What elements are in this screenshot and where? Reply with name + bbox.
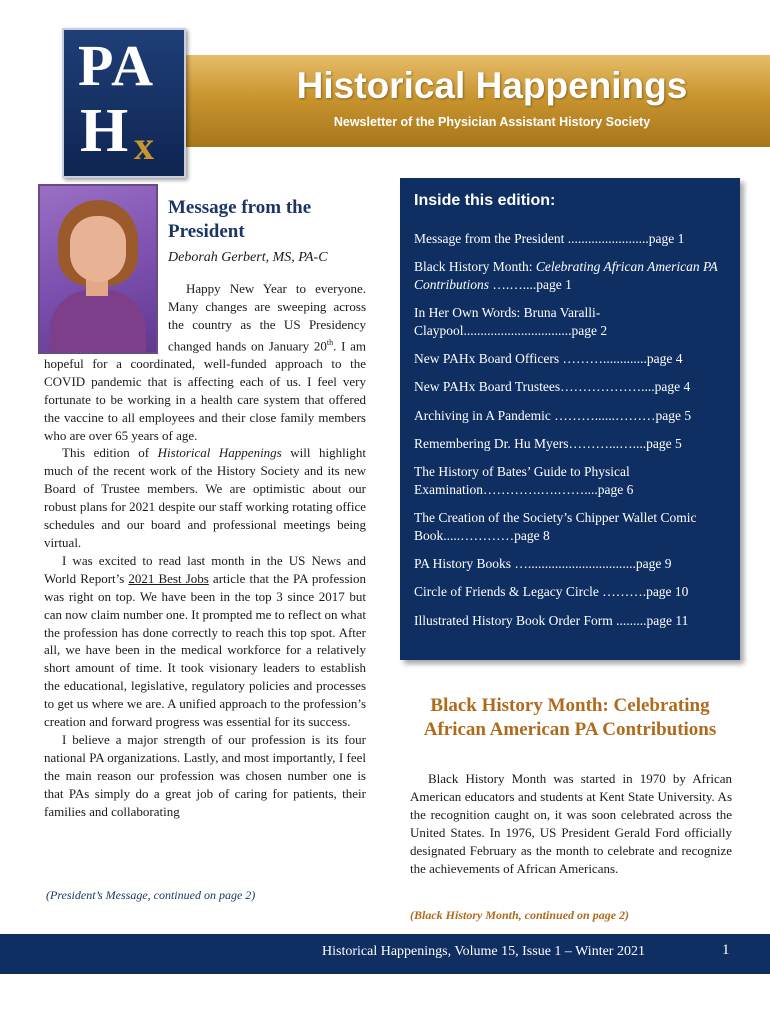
toc-item[interactable]: In Her Own Words: Bruna Varalli-Claypool................................page 2 — [414, 305, 608, 338]
toc-item[interactable]: PA History Books …................................page 9 — [414, 556, 672, 571]
toc-item[interactable]: The Creation of the Society’s Chipper Wallet Comic Book.....…………page 8 — [414, 510, 697, 543]
president-paragraph-4: I believe a major strength of our profession is its four national PA organizations. Lastly, and most importantly, I feel the main reason our profession was chosen number one is that PAs simply do a great job of caring for patients, their families and collaborating — [44, 731, 366, 819]
toc-item[interactable]: Archiving in A Pandemic ………......………page 5 — [414, 408, 692, 423]
newsletter-subtitle: Newsletter of the Physician Assistant History Society — [333, 115, 651, 129]
president-paragraph-3: I was excited to read last month in the US News and World Report’s 2021 Best Jobs article that the PA profession was right on top. We have been in the top 3 since 2017 but can now claim number one. It prompted me to reflect on what the profession has done correctly to reach this top spot. After all, we have been in the medical workforce for a relatively short amount of time. It took visionary leaders to establish the educational, legislative, regulatory policies and processes to get us where we are. A unified approach to the profession’s creation and forward progress was essential for its success. — [44, 552, 367, 730]
pahx-logo — [62, 28, 186, 178]
best-jobs-link[interactable]: 2021 Best Jobs — [128, 570, 209, 586]
toc-item[interactable]: Black History Month: Celebrating African American PA Contributions ….…....page 1 — [414, 259, 718, 292]
bhm-article-title: Black History Month: Celebrating African American PA Contributions — [423, 695, 717, 740]
logo-pa-text: PA — [78, 33, 156, 98]
toc-item[interactable]: Message from the President ........................page 1 — [414, 231, 685, 246]
toc-item[interactable]: New PAHx Board Trustees………………....page 4 — [414, 379, 691, 394]
president-paragraph-2: This edition of Historical Happenings will highlight much of the recent work of the History Society and its new Board of Trustee members. We are optimistic about our robust plans for 2021 despite our staff working rotating office schedules and our board and professional meetings being virtual. — [44, 445, 366, 551]
president-continued-note: (President’s Message, continued on page 2) — [46, 888, 256, 902]
president-message-body — [44, 280, 366, 821]
president-author: Deborah Gerbert, MS, PA-C — [168, 250, 328, 265]
bhm-article-body: Black History Month was started in 1970 by African American educators and students at Kent State University. As the recognition caught on, it was soon celebrated across the United States. In 1976, US President Gerald Ford officially designated February as the month to celebrate and recognize the achievements of African Americans. — [410, 771, 732, 876]
photo-face — [70, 216, 126, 282]
president-message-title: Message from the President — [168, 197, 312, 242]
page-number: 1 — [722, 942, 730, 958]
newsletter-title: Historical Happenings — [296, 65, 688, 106]
toc-item[interactable]: Remembering Dr. Hu Myers………...…....page 5 — [414, 436, 682, 451]
toc-item[interactable]: The History of Bates’ Guide to Physical Examination………….….……....page 6 — [414, 464, 634, 497]
toc-item[interactable]: Illustrated History Book Order Form .........page 11 — [414, 613, 689, 628]
president-paragraph-1: Happy New Year to everyone. Many changes are sweeping across the country as the US Presidency changed hands on January 20th. I am hopeful for a coordinated, well-funded approach to the COVID pandemic that is affecting each of us. I feel very fortunate to be working in a health care system that offered the vaccine to all employees and their close family members who are over 65 years of age. — [44, 281, 366, 443]
page-footer — [0, 934, 770, 974]
footer-issue-text: Historical Happenings, Volume 15, Issue 1 – Winter 2021 — [322, 944, 645, 959]
logo-h-text: H — [80, 97, 129, 165]
toc-item[interactable]: New PAHx Board Officers ……….............page 4 — [414, 351, 683, 366]
table-of-contents — [400, 178, 740, 660]
logo-x-text: x — [134, 123, 154, 168]
toc-heading: Inside this edition: — [414, 192, 556, 209]
bhm-continued-note: (Black History Month, continued on page 2) — [410, 908, 630, 922]
toc-item[interactable]: Circle of Friends & Legacy Circle ……….page 10 — [414, 584, 689, 599]
